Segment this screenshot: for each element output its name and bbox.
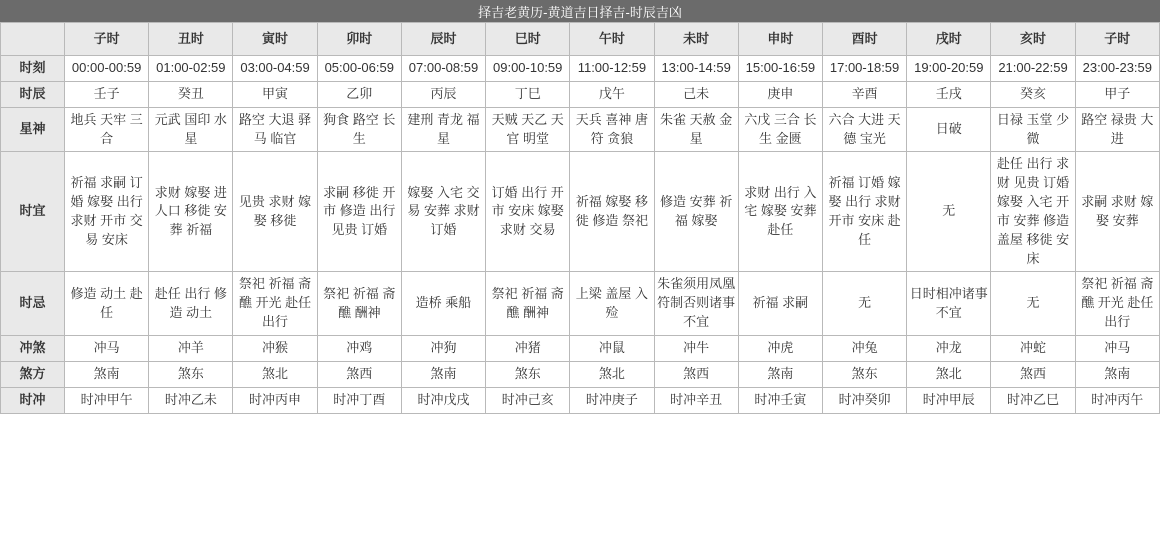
cell-xingshen-3: 狗食 路空 长生	[317, 107, 401, 152]
cell-shichong-0: 时冲甲午	[65, 387, 149, 413]
column-header-4: 辰时	[401, 23, 485, 56]
cell-xingshen-2: 路空 大退 驿马 临官	[233, 107, 317, 152]
row-label-xingshen: 星神	[1, 107, 65, 152]
column-header-3: 卯时	[317, 23, 401, 56]
cell-chongsha-12: 冲马	[1075, 335, 1159, 361]
cell-shiji-6: 上梁 盖屋 入殓	[570, 272, 654, 336]
cell-shichen-6: 戊午	[570, 81, 654, 107]
cell-shichen-1: 癸丑	[149, 81, 233, 107]
cell-shiyi-8: 求财 出行 入宅 嫁娶 安葬 赴任	[738, 152, 822, 272]
cell-shike-1: 01:00-02:59	[149, 56, 233, 82]
cell-shiji-1: 赴任 出行 修造 动土	[149, 272, 233, 336]
cell-shiji-3: 祭祀 祈福 斋醮 酬神	[317, 272, 401, 336]
cell-chongsha-1: 冲羊	[149, 335, 233, 361]
cell-shafang-1: 煞东	[149, 361, 233, 387]
cell-chongsha-8: 冲虎	[738, 335, 822, 361]
table-corner-cell	[1, 23, 65, 56]
cell-shike-12: 23:00-23:59	[1075, 56, 1159, 82]
column-header-9: 酉时	[822, 23, 906, 56]
cell-shiyi-9: 祈福 订婚 嫁娶 出行 求财 开市 安床 赴任	[822, 152, 906, 272]
column-header-12: 子时	[1075, 23, 1159, 56]
cell-xingshen-5: 天贼 天乙 天官 明堂	[486, 107, 570, 152]
column-header-6: 午时	[570, 23, 654, 56]
cell-shiji-7: 朱雀须用凤凰符制否则诸事不宜	[654, 272, 738, 336]
cell-chongsha-5: 冲猪	[486, 335, 570, 361]
cell-chongsha-4: 冲狗	[401, 335, 485, 361]
cell-shichen-11: 癸亥	[991, 81, 1075, 107]
cell-xingshen-0: 地兵 天牢 三合	[65, 107, 149, 152]
column-header-1: 丑时	[149, 23, 233, 56]
cell-shichen-4: 丙辰	[401, 81, 485, 107]
cell-shike-6: 11:00-12:59	[570, 56, 654, 82]
row-label-chongsha: 冲煞	[1, 335, 65, 361]
row-label-shiyi: 时宜	[1, 152, 65, 272]
cell-shichen-12: 甲子	[1075, 81, 1159, 107]
cell-shichen-2: 甲寅	[233, 81, 317, 107]
cell-shiyi-7: 修造 安葬 祈福 嫁娶	[654, 152, 738, 272]
cell-shafang-11: 煞西	[991, 361, 1075, 387]
cell-shafang-3: 煞西	[317, 361, 401, 387]
cell-shiyi-5: 订婚 出行 开市 安床 嫁娶 求财 交易	[486, 152, 570, 272]
cell-xingshen-4: 建刑 青龙 福星	[401, 107, 485, 152]
cell-shafang-0: 煞南	[65, 361, 149, 387]
table-row-shichong	[1, 387, 1160, 413]
cell-shike-0: 00:00-00:59	[65, 56, 149, 82]
cell-shichong-8: 时冲壬寅	[738, 387, 822, 413]
cell-shiji-10: 日时相冲诸事不宜	[907, 272, 991, 336]
cell-shichen-10: 壬戌	[907, 81, 991, 107]
cell-shafang-2: 煞北	[233, 361, 317, 387]
table-header-row	[1, 23, 1160, 56]
cell-shiji-5: 祭祀 祈福 斋醮 酬神	[486, 272, 570, 336]
table-row-chongsha	[1, 335, 1160, 361]
row-label-shafang: 煞方	[1, 361, 65, 387]
cell-shiyi-12: 求嗣 求财 嫁娶 安葬	[1075, 152, 1159, 272]
cell-xingshen-1: 元武 国印 水星	[149, 107, 233, 152]
cell-shichong-7: 时冲辛丑	[654, 387, 738, 413]
column-header-8: 申时	[738, 23, 822, 56]
cell-shiyi-10: 无	[907, 152, 991, 272]
table-row-xingshen	[1, 107, 1160, 152]
cell-shike-3: 05:00-06:59	[317, 56, 401, 82]
cell-shichen-5: 丁巳	[486, 81, 570, 107]
cell-chongsha-2: 冲猴	[233, 335, 317, 361]
table-row-shiyi	[1, 152, 1160, 272]
cell-shiyi-1: 求财 嫁娶 进人口 移徙 安葬 祈福	[149, 152, 233, 272]
page-title: 择吉老黄历-黄道吉日择吉-时辰吉凶	[478, 4, 682, 20]
column-header-10: 戌时	[907, 23, 991, 56]
cell-shichong-2: 时冲丙申	[233, 387, 317, 413]
cell-shichong-12: 时冲丙午	[1075, 387, 1159, 413]
cell-shafang-8: 煞南	[738, 361, 822, 387]
cell-shiyi-11: 赴任 出行 求财 见贵 订婚 嫁娶 入宅 开市 安葬 修造 盖屋 移徙 安床	[991, 152, 1075, 272]
cell-shiji-8: 祈福 求嗣	[738, 272, 822, 336]
cell-shichong-9: 时冲癸卯	[822, 387, 906, 413]
cell-shiyi-3: 求嗣 移徙 开市 修造 出行 见贵 订婚	[317, 152, 401, 272]
cell-chongsha-6: 冲鼠	[570, 335, 654, 361]
column-header-5: 巳时	[486, 23, 570, 56]
cell-shichong-5: 时冲己亥	[486, 387, 570, 413]
table-row-shafang	[1, 361, 1160, 387]
cell-shichen-0: 壬子	[65, 81, 149, 107]
column-header-0: 子时	[65, 23, 149, 56]
page-title-bar	[0, 0, 1160, 22]
cell-shiyi-6: 祈福 嫁娶 移徙 修造 祭祀	[570, 152, 654, 272]
row-label-shichong: 时冲	[1, 387, 65, 413]
cell-shiji-11: 无	[991, 272, 1075, 336]
cell-xingshen-8: 六戊 三合 长生 金匮	[738, 107, 822, 152]
cell-xingshen-9: 六合 大进 天德 宝光	[822, 107, 906, 152]
cell-shiji-0: 修造 动土 赴任	[65, 272, 149, 336]
cell-shike-11: 21:00-22:59	[991, 56, 1075, 82]
row-label-shichen: 时辰	[1, 81, 65, 107]
almanac-table	[0, 22, 1160, 414]
cell-shafang-6: 煞北	[570, 361, 654, 387]
cell-shichong-4: 时冲戊戌	[401, 387, 485, 413]
table-row-shiji	[1, 272, 1160, 336]
cell-shiji-2: 祭祀 祈福 斋醮 开光 赴任 出行	[233, 272, 317, 336]
column-header-2: 寅时	[233, 23, 317, 56]
table-row-shike	[1, 56, 1160, 82]
cell-shiji-9: 无	[822, 272, 906, 336]
table-row-shichen	[1, 81, 1160, 107]
cell-shike-2: 03:00-04:59	[233, 56, 317, 82]
cell-shafang-7: 煞西	[654, 361, 738, 387]
cell-shike-10: 19:00-20:59	[907, 56, 991, 82]
cell-shike-5: 09:00-10:59	[486, 56, 570, 82]
cell-shike-4: 07:00-08:59	[401, 56, 485, 82]
cell-shiyi-0: 祈福 求嗣 订婚 嫁娶 出行 求财 开市 交易 安床	[65, 152, 149, 272]
column-header-11: 亥时	[991, 23, 1075, 56]
row-label-shiji: 时忌	[1, 272, 65, 336]
cell-xingshen-11: 日禄 玉堂 少微	[991, 107, 1075, 152]
cell-xingshen-7: 朱雀 天赦 金星	[654, 107, 738, 152]
cell-xingshen-10: 日破	[907, 107, 991, 152]
cell-shichen-8: 庚申	[738, 81, 822, 107]
cell-shiyi-2: 见贵 求财 嫁娶 移徙	[233, 152, 317, 272]
cell-chongsha-9: 冲兔	[822, 335, 906, 361]
cell-shiyi-4: 嫁娶 入宅 交易 安葬 求财 订婚	[401, 152, 485, 272]
cell-shichen-9: 辛酉	[822, 81, 906, 107]
cell-shiji-12: 祭祀 祈福 斋醮 开光 赴任 出行	[1075, 272, 1159, 336]
cell-shafang-5: 煞东	[486, 361, 570, 387]
cell-shichong-3: 时冲丁酉	[317, 387, 401, 413]
cell-chongsha-11: 冲蛇	[991, 335, 1075, 361]
cell-xingshen-6: 天兵 喜神 唐符 贪狼	[570, 107, 654, 152]
cell-chongsha-7: 冲牛	[654, 335, 738, 361]
cell-shichen-3: 乙卯	[317, 81, 401, 107]
cell-chongsha-10: 冲龙	[907, 335, 991, 361]
row-label-shike: 时刻	[1, 56, 65, 82]
cell-shichong-1: 时冲乙未	[149, 387, 233, 413]
cell-shichong-11: 时冲乙巳	[991, 387, 1075, 413]
cell-chongsha-0: 冲马	[65, 335, 149, 361]
cell-shike-9: 17:00-18:59	[822, 56, 906, 82]
cell-shafang-9: 煞东	[822, 361, 906, 387]
cell-shike-8: 15:00-16:59	[738, 56, 822, 82]
cell-shafang-4: 煞南	[401, 361, 485, 387]
cell-shafang-10: 煞北	[907, 361, 991, 387]
cell-shafang-12: 煞南	[1075, 361, 1159, 387]
cell-shichen-7: 己未	[654, 81, 738, 107]
cell-shiji-4: 造桥 乘船	[401, 272, 485, 336]
cell-shike-7: 13:00-14:59	[654, 56, 738, 82]
cell-shichong-10: 时冲甲辰	[907, 387, 991, 413]
cell-chongsha-3: 冲鸡	[317, 335, 401, 361]
cell-xingshen-12: 路空 禄贵 大进	[1075, 107, 1159, 152]
column-header-7: 未时	[654, 23, 738, 56]
cell-shichong-6: 时冲庚子	[570, 387, 654, 413]
